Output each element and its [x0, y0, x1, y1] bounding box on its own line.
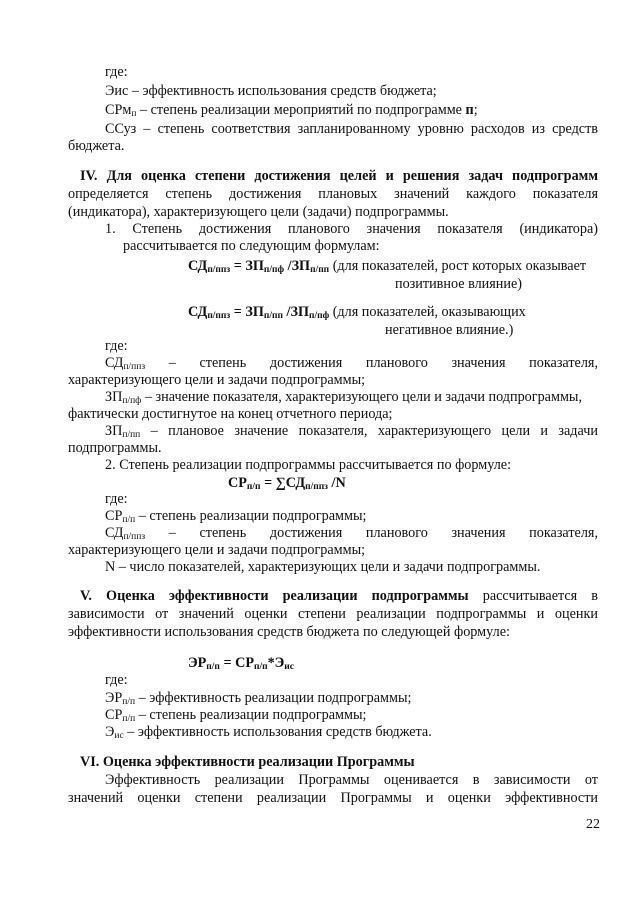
formula-2-note: негативное влияние.) [385, 322, 514, 338]
section-iv-text: (индикатора), характеризующего цели (задачи) подпрограммы. [68, 204, 449, 220]
section-vi-title: VI. Оценка эффективности реализации Программы [80, 754, 415, 770]
def-zp-p-cont: подпрограммы. [68, 440, 162, 456]
formula-1: СДп/ппз = ЗПп/пф /ЗПп/пп (для показателей, рост которых оказывает [188, 258, 587, 275]
list-item-1-cont: рассчитывается по следующим формулам: [123, 238, 380, 254]
formula-4: ЭРп/п = СРп/п*Эис [188, 655, 294, 672]
formula-2: СДп/ппз = ЗПп/пп /ЗПп/пф (для показателей, оказывающих [188, 304, 526, 321]
section-iv-title: IV. Для оценка степени достижения целей и решения задач подпрограмм [80, 168, 598, 184]
section-vi-text: Эффективность реализации Программы оценивается в зависимости от [105, 772, 598, 788]
def-eis: Эис – эффективность использования средств бюджета; [105, 83, 437, 99]
def-zp-f: ЗПп/пф – значение показателя, характеризующего цели и задачи подпрограммы, [105, 389, 582, 406]
where-label: где: [105, 672, 128, 688]
def-n: N – число показателей, характеризующих цели и задачи подпрограммы. [105, 559, 541, 575]
section-v-title: V. Оценка эффективности реализации подпрограммы рассчитывается в [80, 588, 598, 604]
section-v-text: зависимости от значений оценки степени реализации подпрограммы и оценки [68, 606, 598, 622]
list-item-2: 2. Степень реализации подпрограммы рассчитывается по формуле: [105, 457, 512, 473]
section-vi-text: значений оценки степени реализации Программы и оценки эффективности [68, 790, 598, 806]
def-eis-2: Эис – эффективность использования средств бюджета. [105, 724, 432, 741]
def-zp-p: ЗПп/пп – плановое значение показателя, характеризующего цели и задачи [105, 423, 598, 440]
def-srm: СРмп – степень реализации мероприятий по подпрограмме п; [105, 102, 478, 119]
where-label: где: [105, 491, 128, 507]
list-item-1: 1. Степень достижения планового значения показателя (индикатора) [105, 221, 598, 237]
def-sd-2: СДп/ппз – степень достижения планового значения показателя, [105, 525, 598, 542]
def-sr-2: СРп/п – степень реализации подпрограммы; [105, 707, 367, 724]
section-iv-text: определяется степень достижения плановых значений каждого показателя [68, 186, 598, 202]
where-label: где: [105, 64, 128, 80]
section-v-text: эффективности использования средств бюджета по следующей формуле: [68, 624, 510, 640]
def-zp-f-cont: фактически достигнутое на конец отчетного периода; [68, 406, 393, 422]
where-label: где: [105, 338, 128, 354]
def-ssuz-cont: бюджета. [68, 138, 125, 154]
formula-1-note: позитивное влияние) [395, 276, 522, 292]
formula-3: СРп/п = ∑СДп/ппз /N [228, 475, 346, 492]
def-sd-2-cont: характеризующего цели и задачи подпрограммы; [68, 542, 366, 558]
def-er: ЭРп/п – эффективность реализации подпрограммы; [105, 690, 412, 707]
page-number: 22 [586, 817, 600, 832]
def-sd-cont: характеризующего цели и задачи подпрограммы; [68, 372, 366, 388]
def-ssuz: ССуз – степень соответствия запланированному уровню расходов из средств [105, 121, 598, 137]
def-sr: СРп/п – степень реализации подпрограммы; [105, 508, 367, 525]
def-sd: СДп/ппз – степень достижения планового значения показателя, [105, 355, 598, 372]
